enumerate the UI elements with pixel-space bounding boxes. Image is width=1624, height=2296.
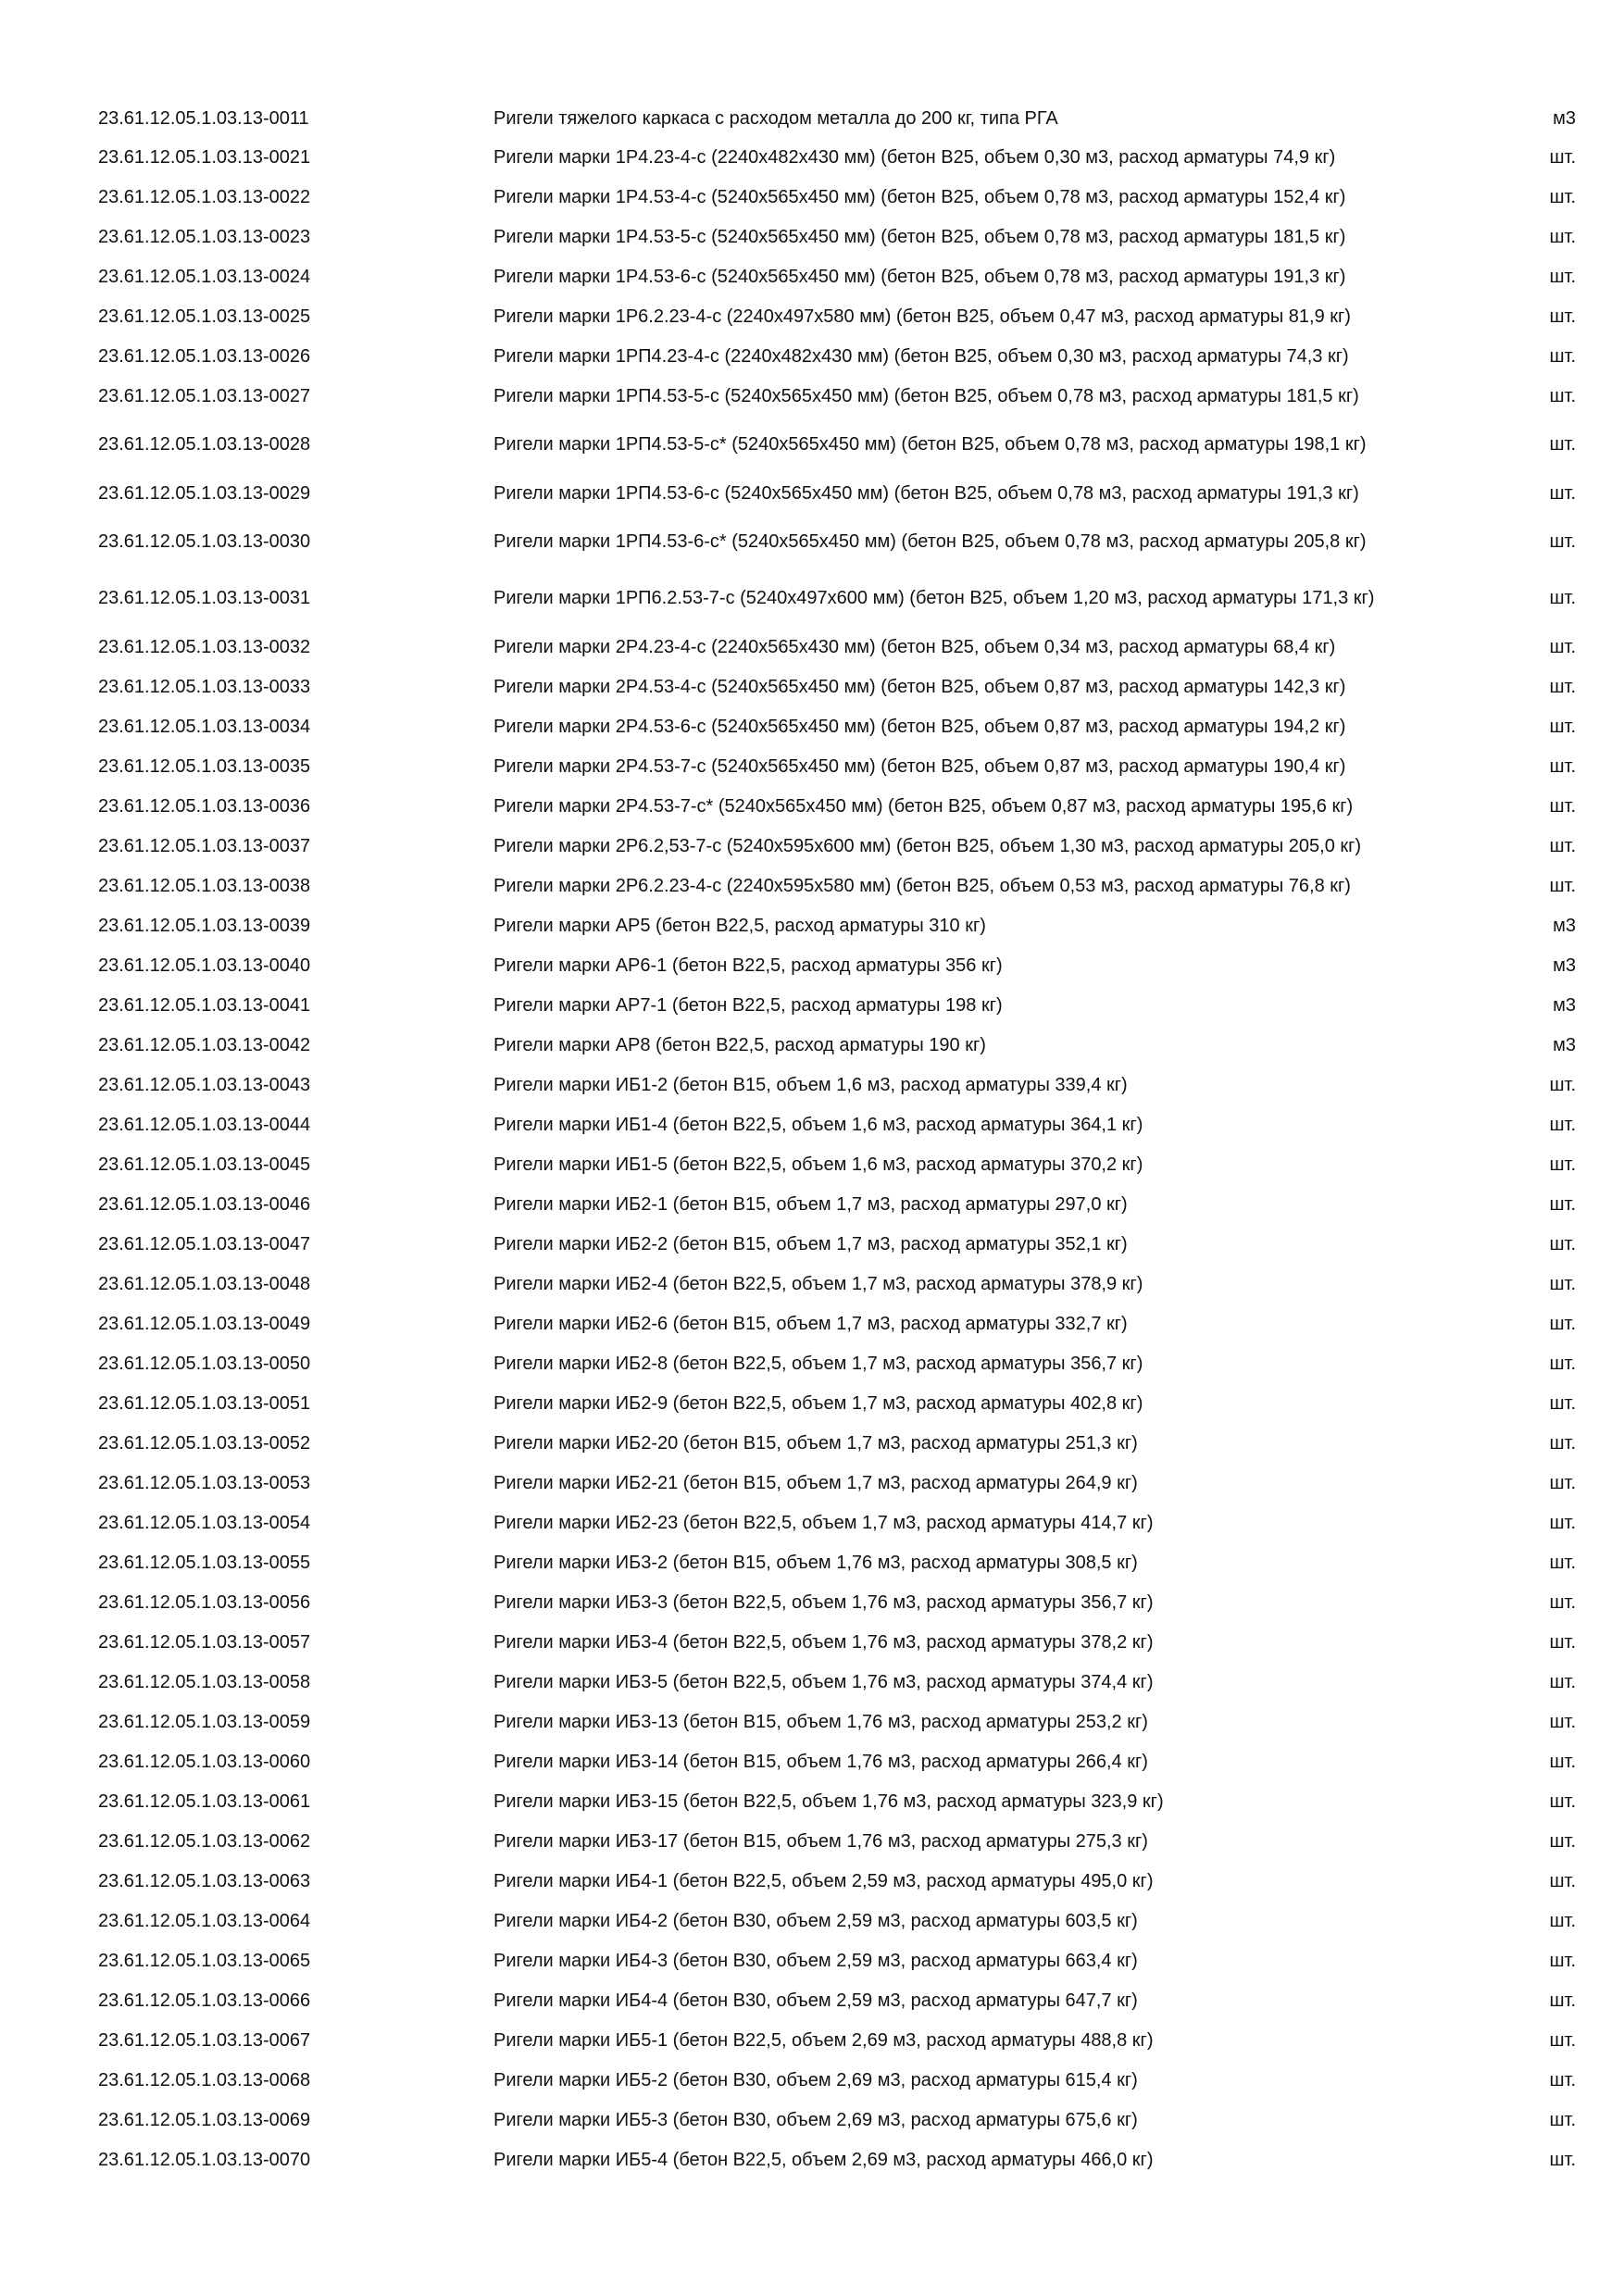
item-unit: шт. xyxy=(1549,1513,1576,1533)
item-unit: шт. xyxy=(1549,1672,1576,1692)
table-row xyxy=(0,1027,1624,1064)
table-row xyxy=(0,1664,1624,1701)
table-row xyxy=(0,1783,1624,1820)
item-code: 23.61.12.05.1.03.13-0030 xyxy=(98,531,311,552)
table-row xyxy=(0,1584,1624,1621)
table-row xyxy=(0,668,1624,705)
item-code: 23.61.12.05.1.03.13-0027 xyxy=(98,386,311,406)
item-unit: шт. xyxy=(1549,1831,1576,1852)
item-code: 23.61.12.05.1.03.13-0058 xyxy=(98,1672,311,1692)
item-unit: шт. xyxy=(1549,386,1576,406)
item-unit: шт. xyxy=(1549,796,1576,817)
item-description: Ригели марки ИБ2-23 (бетон В22,5, объем 1,7 м3, расход арматуры 414,7 кг) xyxy=(493,1513,1154,1533)
item-unit: шт. xyxy=(1549,1911,1576,1931)
item-code: 23.61.12.05.1.03.13-0054 xyxy=(98,1513,311,1533)
item-code: 23.61.12.05.1.03.13-0038 xyxy=(98,876,311,896)
item-unit: шт. xyxy=(1549,346,1576,367)
item-code: 23.61.12.05.1.03.13-0056 xyxy=(98,1592,311,1613)
item-description: Ригели марки ИБ5-4 (бетон В22,5, объем 2,69 м3, расход арматуры 466,0 кг) xyxy=(493,2150,1154,2170)
table-row xyxy=(0,2141,1624,2178)
item-code: 23.61.12.05.1.03.13-0035 xyxy=(98,756,311,777)
item-description: Ригели марки АР7-1 (бетон В22,5, расход арматуры 198 кг) xyxy=(493,995,1003,1016)
item-code: 23.61.12.05.1.03.13-0021 xyxy=(98,147,311,168)
item-code: 23.61.12.05.1.03.13-0024 xyxy=(98,267,311,287)
item-description: Ригели марки АР8 (бетон В22,5, расход арматуры 190 кг) xyxy=(493,1035,986,1055)
item-code: 23.61.12.05.1.03.13-0033 xyxy=(98,677,311,697)
item-unit: шт. xyxy=(1549,1791,1576,1812)
item-description: Ригели марки ИБ2-4 (бетон В22,5, объем 1,7 м3, расход арматуры 378,9 кг) xyxy=(493,1274,1143,1294)
item-description: Ригели марки 1Р4.23-4-с (2240х482х430 мм) (бетон В25, объем 0,30 м3, расход арматуры 74,9 кг) xyxy=(493,147,1336,168)
item-description: Ригели марки 2Р6.2,53-7-с (5240х595х600 мм) (бетон В25, объем 1,30 м3, расход арматуры 205,0 кг) xyxy=(493,836,1362,856)
item-description: Ригели марки ИБ2-6 (бетон В15, объем 1,7 м3, расход арматуры 332,7 кг) xyxy=(493,1314,1128,1334)
item-code: 23.61.12.05.1.03.13-0034 xyxy=(98,717,311,737)
item-unit: шт. xyxy=(1549,836,1576,856)
item-code: 23.61.12.05.1.03.13-0041 xyxy=(98,995,311,1016)
item-unit: шт. xyxy=(1549,637,1576,657)
item-description: Ригели марки ИБ1-2 (бетон В15, объем 1,6 м3, расход арматуры 339,4 кг) xyxy=(493,1075,1128,1095)
item-description: Ригели марки 1Р6.2.23-4-с (2240х497х580 мм) (бетон В25, объем 0,47 м3, расход арматуры 81,9 кг) xyxy=(493,306,1351,327)
item-unit: шт. xyxy=(1549,1354,1576,1374)
item-description: Ригели марки 1РП4.53-5-с* (5240х565х450 мм) (бетон В25, объем 0,78 м3, расход арматуры 198,1 кг) xyxy=(493,434,1367,455)
item-code: 23.61.12.05.1.03.13-0032 xyxy=(98,637,311,657)
item-code: 23.61.12.05.1.03.13-0047 xyxy=(98,1234,311,1254)
item-code: 23.61.12.05.1.03.13-0043 xyxy=(98,1075,311,1095)
item-code: 23.61.12.05.1.03.13-0063 xyxy=(98,1871,311,1891)
table-row xyxy=(0,1385,1624,1422)
item-code: 23.61.12.05.1.03.13-0060 xyxy=(98,1752,311,1772)
item-code: 23.61.12.05.1.03.13-0036 xyxy=(98,796,311,817)
item-description: Ригели марки ИБ5-3 (бетон В30, объем 2,69 м3, расход арматуры 675,6 кг) xyxy=(493,2110,1138,2130)
table-row xyxy=(0,1305,1624,1342)
item-code: 23.61.12.05.1.03.13-0022 xyxy=(98,187,311,207)
item-unit: м3 xyxy=(1553,955,1576,976)
item-description: Ригели марки ИБ4-4 (бетон В30, объем 2,59 м3, расход арматуры 647,7 кг) xyxy=(493,1990,1138,2011)
item-code: 23.61.12.05.1.03.13-0064 xyxy=(98,1911,311,1931)
item-description: Ригели марки 1Р4.53-5-с (5240х565х450 мм) (бетон В25, объем 0,78 м3, расход арматуры 181,5 кг) xyxy=(493,227,1346,247)
item-code: 23.61.12.05.1.03.13-0044 xyxy=(98,1115,311,1135)
item-unit: шт. xyxy=(1549,2110,1576,2130)
item-description: Ригели марки ИБ2-1 (бетон В15, объем 1,7 м3, расход арматуры 297,0 кг) xyxy=(493,1194,1128,1215)
item-unit: шт. xyxy=(1549,1990,1576,2011)
item-description: Ригели марки ИБ1-4 (бетон В22,5, объем 1,6 м3, расход арматуры 364,1 кг) xyxy=(493,1115,1143,1135)
item-code: 23.61.12.05.1.03.13-0067 xyxy=(98,2030,311,2051)
item-description: Ригели марки ИБ1-5 (бетон В22,5, объем 1,6 м3, расход арматуры 370,2 кг) xyxy=(493,1154,1143,1175)
item-unit: шт. xyxy=(1549,483,1576,504)
table-row xyxy=(0,1106,1624,1143)
item-description: Ригели марки ИБ5-2 (бетон В30, объем 2,69 м3, расход арматуры 615,4 кг) xyxy=(493,2070,1138,2090)
item-unit: м3 xyxy=(1553,1035,1576,1055)
item-description: Ригели марки ИБ3-3 (бетон В22,5, объем 1,76 м3, расход арматуры 356,7 кг) xyxy=(493,1592,1154,1613)
item-description: Ригели марки ИБ3-13 (бетон В15, объем 1,76 м3, расход арматуры 253,2 кг) xyxy=(493,1712,1148,1732)
table-row xyxy=(0,1504,1624,1541)
item-code: 23.61.12.05.1.03.13-0061 xyxy=(98,1791,311,1812)
item-unit: м3 xyxy=(1553,916,1576,936)
table-row xyxy=(0,523,1624,560)
item-unit: шт. xyxy=(1549,1712,1576,1732)
item-description: Ригели марки ИБ3-5 (бетон В22,5, объем 1,76 м3, расход арматуры 374,4 кг) xyxy=(493,1672,1154,1692)
item-description: Ригели марки 1РП4.53-6-с* (5240х565х450 мм) (бетон В25, объем 0,78 м3, расход арматуры 205,8 кг) xyxy=(493,531,1367,552)
item-code: 23.61.12.05.1.03.13-0066 xyxy=(98,1990,311,2011)
table-row xyxy=(0,1982,1624,2019)
item-code: 23.61.12.05.1.03.13-0042 xyxy=(98,1035,311,1055)
item-description: Ригели марки 1РП4.53-5-с (5240х565х450 мм) (бетон В25, объем 0,78 м3, расход арматуры 181,5 кг) xyxy=(493,386,1359,406)
table-row xyxy=(0,218,1624,256)
table-row xyxy=(0,1942,1624,1979)
item-code: 23.61.12.05.1.03.13-0029 xyxy=(98,483,311,504)
item-code: 23.61.12.05.1.03.13-0026 xyxy=(98,346,311,367)
item-code: 23.61.12.05.1.03.13-0028 xyxy=(98,434,311,455)
item-unit: шт. xyxy=(1549,1314,1576,1334)
item-unit: шт. xyxy=(1549,756,1576,777)
item-description: Ригели марки 2Р4.23-4-с (2240х565х430 мм) (бетон В25, объем 0,34 м3, расход арматуры 68,4 кг) xyxy=(493,637,1336,657)
table-row xyxy=(0,907,1624,944)
table-row xyxy=(0,378,1624,415)
item-unit: шт. xyxy=(1549,267,1576,287)
table-row xyxy=(0,1425,1624,1462)
item-unit: шт. xyxy=(1549,1154,1576,1175)
item-code: 23.61.12.05.1.03.13-0040 xyxy=(98,955,311,976)
item-unit: шт. xyxy=(1549,1951,1576,1971)
item-code: 23.61.12.05.1.03.13-0023 xyxy=(98,227,311,247)
item-unit: шт. xyxy=(1549,1234,1576,1254)
table-row xyxy=(0,708,1624,745)
item-description: Ригели марки ИБ5-1 (бетон В22,5, объем 2,69 м3, расход арматуры 488,8 кг) xyxy=(493,2030,1154,2051)
table-row xyxy=(0,1624,1624,1661)
item-description: Ригели марки ИБ3-17 (бетон В15, объем 1,76 м3, расход арматуры 275,3 кг) xyxy=(493,1831,1148,1852)
item-unit: шт. xyxy=(1549,1592,1576,1613)
item-description: Ригели марки ИБ3-15 (бетон В22,5, объем 1,76 м3, расход арматуры 323,9 кг) xyxy=(493,1791,1164,1812)
item-code: 23.61.12.05.1.03.13-0053 xyxy=(98,1473,311,1493)
table-row xyxy=(0,258,1624,295)
item-unit: шт. xyxy=(1549,677,1576,697)
item-code: 23.61.12.05.1.03.13-0049 xyxy=(98,1314,311,1334)
table-row xyxy=(0,426,1624,463)
item-unit: шт. xyxy=(1549,1553,1576,1573)
item-unit: шт. xyxy=(1549,1194,1576,1215)
item-description: Ригели марки ИБ4-1 (бетон В22,5, объем 2,59 м3, расход арматуры 495,0 кг) xyxy=(493,1871,1154,1891)
item-code: 23.61.12.05.1.03.13-0048 xyxy=(98,1274,311,1294)
table-row xyxy=(0,179,1624,216)
item-description: Ригели марки 2Р4.53-7-с* (5240х565х450 мм) (бетон В25, объем 0,87 м3, расход арматуры 195,6 кг) xyxy=(493,796,1354,817)
item-unit: шт. xyxy=(1549,1115,1576,1135)
table-row xyxy=(0,629,1624,666)
table-row xyxy=(0,1067,1624,1104)
item-description: Ригели марки ИБ2-20 (бетон В15, объем 1,7 м3, расход арматуры 251,3 кг) xyxy=(493,1433,1138,1454)
item-code: 23.61.12.05.1.03.13-0065 xyxy=(98,1951,311,1971)
item-code: 23.61.12.05.1.03.13-0051 xyxy=(98,1393,311,1414)
item-code: 23.61.12.05.1.03.13-0046 xyxy=(98,1194,311,1215)
item-code: 23.61.12.05.1.03.13-0045 xyxy=(98,1154,311,1175)
item-unit: шт. xyxy=(1549,2150,1576,2170)
item-description: Ригели марки ИБ2-8 (бетон В22,5, объем 1,7 м3, расход арматуры 356,7 кг) xyxy=(493,1354,1143,1374)
item-unit: шт. xyxy=(1549,717,1576,737)
item-unit: шт. xyxy=(1549,2030,1576,2051)
item-unit: шт. xyxy=(1549,2070,1576,2090)
table-row xyxy=(0,1544,1624,1581)
item-unit: шт. xyxy=(1549,1075,1576,1095)
item-code: 23.61.12.05.1.03.13-0050 xyxy=(98,1354,311,1374)
table-row xyxy=(0,139,1624,176)
item-code: 23.61.12.05.1.03.13-0069 xyxy=(98,2110,311,2130)
table-row xyxy=(0,1266,1624,1303)
item-unit: шт. xyxy=(1549,187,1576,207)
item-unit: шт. xyxy=(1549,1871,1576,1891)
table-row xyxy=(0,100,1624,137)
table-row xyxy=(0,1465,1624,1502)
item-description: Ригели марки ИБ2-2 (бетон В15, объем 1,7 м3, расход арматуры 352,1 кг) xyxy=(493,1234,1128,1254)
table-row xyxy=(0,828,1624,865)
table-row xyxy=(0,1823,1624,1860)
item-description: Ригели марки ИБ3-2 (бетон В15, объем 1,76 м3, расход арматуры 308,5 кг) xyxy=(493,1553,1138,1573)
table-row xyxy=(0,475,1624,512)
table-row xyxy=(0,987,1624,1024)
item-description: Ригели марки 2Р4.53-7-с (5240х565х450 мм) (бетон В25, объем 0,87 м3, расход арматуры 190,4 кг) xyxy=(493,756,1346,777)
table-row xyxy=(0,338,1624,375)
item-unit: шт. xyxy=(1549,434,1576,455)
table-row xyxy=(0,867,1624,905)
item-code: 23.61.12.05.1.03.13-0070 xyxy=(98,2150,311,2170)
table-row xyxy=(0,1703,1624,1741)
table-row xyxy=(0,1743,1624,1780)
item-unit: шт. xyxy=(1549,227,1576,247)
item-unit: шт. xyxy=(1549,1393,1576,1414)
item-description: Ригели марки АР6-1 (бетон В22,5, расход арматуры 356 кг) xyxy=(493,955,1003,976)
item-description: Ригели марки 1Р4.53-4-с (5240х565х450 мм) (бетон В25, объем 0,78 м3, расход арматуры 152,4 кг) xyxy=(493,187,1346,207)
table-row xyxy=(0,1903,1624,1940)
item-unit: шт. xyxy=(1549,588,1576,608)
item-description: Ригели марки ИБ4-2 (бетон В30, объем 2,59 м3, расход арматуры 603,5 кг) xyxy=(493,1911,1138,1931)
table-row xyxy=(0,788,1624,825)
item-unit: м3 xyxy=(1553,995,1576,1016)
item-description: Ригели марки 2Р4.53-6-с (5240х565х450 мм) (бетон В25, объем 0,87 м3, расход арматуры 194,2 кг) xyxy=(493,717,1346,737)
table-row xyxy=(0,2062,1624,2099)
item-description: Ригели марки АР5 (бетон В22,5, расход арматуры 310 кг) xyxy=(493,916,986,936)
item-code: 23.61.12.05.1.03.13-0031 xyxy=(98,588,311,608)
table-row xyxy=(0,1863,1624,1900)
item-code: 23.61.12.05.1.03.13-0062 xyxy=(98,1831,311,1852)
item-code: 23.61.12.05.1.03.13-0059 xyxy=(98,1712,311,1732)
item-unit: шт. xyxy=(1549,1752,1576,1772)
table-row xyxy=(0,2022,1624,2059)
item-unit: шт. xyxy=(1549,1473,1576,1493)
item-description: Ригели марки 1РП4.23-4-с (2240х482х430 мм) (бетон В25, объем 0,30 м3, расход арматуры 74,3 кг) xyxy=(493,346,1349,367)
table-row xyxy=(0,2102,1624,2139)
item-code: 23.61.12.05.1.03.13-0068 xyxy=(98,2070,311,2090)
item-unit: м3 xyxy=(1553,108,1576,129)
item-unit: шт. xyxy=(1549,1274,1576,1294)
item-code: 23.61.12.05.1.03.13-0052 xyxy=(98,1433,311,1454)
item-unit: шт. xyxy=(1549,306,1576,327)
table-row xyxy=(0,298,1624,335)
item-description: Ригели марки ИБ3-4 (бетон В22,5, объем 1,76 м3, расход арматуры 378,2 кг) xyxy=(493,1632,1154,1653)
item-code: 23.61.12.05.1.03.13-0055 xyxy=(98,1553,311,1573)
item-unit: шт. xyxy=(1549,1433,1576,1454)
item-description: Ригели марки 2Р4.53-4-с (5240х565х450 мм) (бетон В25, объем 0,87 м3, расход арматуры 142,3 кг) xyxy=(493,677,1346,697)
item-code: 23.61.12.05.1.03.13-0025 xyxy=(98,306,311,327)
table-row xyxy=(0,748,1624,785)
item-description: Ригели тяжелого каркаса с расходом металла до 200 кг, типа РГА xyxy=(493,108,1058,129)
item-code: 23.61.12.05.1.03.13-0037 xyxy=(98,836,311,856)
item-description: Ригели марки ИБ2-21 (бетон В15, объем 1,7 м3, расход арматуры 264,9 кг) xyxy=(493,1473,1138,1493)
item-code: 23.61.12.05.1.03.13-0011 xyxy=(98,108,309,129)
table-row xyxy=(0,1345,1624,1382)
table-row xyxy=(0,947,1624,984)
table-row xyxy=(0,1146,1624,1183)
item-unit: шт. xyxy=(1549,1632,1576,1653)
table-row xyxy=(0,1186,1624,1223)
item-description: Ригели марки ИБ3-14 (бетон В15, объем 1,76 м3, расход арматуры 266,4 кг) xyxy=(493,1752,1148,1772)
item-code: 23.61.12.05.1.03.13-0057 xyxy=(98,1632,311,1653)
item-unit: шт. xyxy=(1549,876,1576,896)
item-unit: шт. xyxy=(1549,147,1576,168)
item-description: Ригели марки 1РП4.53-6-с (5240х565х450 мм) (бетон В25, объем 0,78 м3, расход арматуры 191,3 кг) xyxy=(493,483,1359,504)
item-description: Ригели марки ИБ4-3 (бетон В30, объем 2,59 м3, расход арматуры 663,4 кг) xyxy=(493,1951,1138,1971)
item-description: Ригели марки 2Р6.2.23-4-с (2240х595х580 мм) (бетон В25, объем 0,53 м3, расход арматуры 76,8 кг) xyxy=(493,876,1351,896)
item-unit: шт. xyxy=(1549,531,1576,552)
item-description: Ригели марки 1РП6.2.53-7-с (5240х497х600 мм) (бетон В25, объем 1,20 м3, расход арматуры 171,3 кг) xyxy=(493,588,1375,608)
table-row xyxy=(0,580,1624,617)
table-row xyxy=(0,1226,1624,1263)
item-description: Ригели марки ИБ2-9 (бетон В22,5, объем 1,7 м3, расход арматуры 402,8 кг) xyxy=(493,1393,1143,1414)
item-description: Ригели марки 1Р4.53-6-с (5240х565х450 мм) (бетон В25, объем 0,78 м3, расход арматуры 191,3 кг) xyxy=(493,267,1346,287)
item-code: 23.61.12.05.1.03.13-0039 xyxy=(98,916,311,936)
